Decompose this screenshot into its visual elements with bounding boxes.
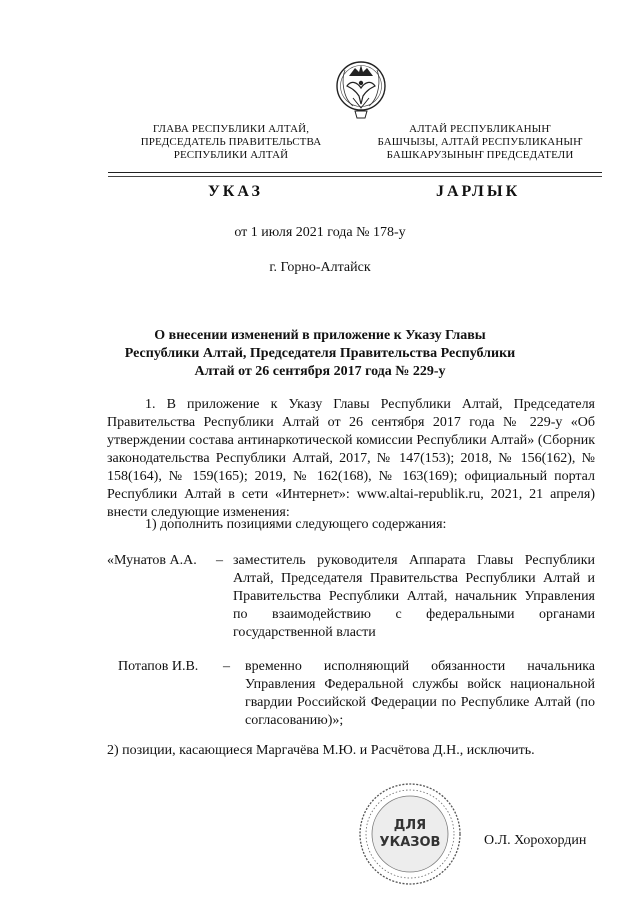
paragraph-3: 2) позиции, касающиеся Маргачёва М.Ю. и Расчётова Д.Н., исключить. xyxy=(107,743,535,758)
position-description: временно исполняющий обязанности начальника Управления Федеральной службы войск национальной гвардии Российской Федерации по Республике Алтай (по согласованию)»; xyxy=(245,659,595,728)
paragraph-2: 1) дополнить позициями следующего содержания: xyxy=(145,517,447,532)
stamp-seal-icon xyxy=(356,782,464,886)
header-right-line: БАШЧЫЗЫ, АЛТАЙ РЕСПУБЛИКАНЫҤ xyxy=(377,136,583,148)
document-date: от 1 июля 2021 года № 178-у xyxy=(234,225,406,240)
position-description: заместитель руководителя Аппарата Главы Республики Алтай, Председателя Правительства Республики Алтай и Правительства Республики Алтай, начальник Управления по взаимодействию с федеральными органами государственной власти xyxy=(233,553,595,640)
header-left-line: ПРЕДСЕДАТЕЛЬ ПРАВИТЕЛЬСТВА xyxy=(140,136,322,148)
header-left-line: ГЛАВА РЕСПУБЛИКИ АЛТАЙ, xyxy=(152,123,310,135)
position-dash: – xyxy=(223,659,230,674)
document-city: г. Горно-Алтайск xyxy=(269,260,371,275)
position-name: «Мунатов А.А. xyxy=(107,553,197,568)
header-right-line: БАШКАРУЗЫНЫҤ ПРЕДСЕДАТЕЛИ xyxy=(386,149,574,161)
header-divider-thin xyxy=(108,176,602,177)
stamp-text-line: ДЛЯ xyxy=(393,818,427,833)
coat-of-arms-emblem-icon xyxy=(335,56,387,122)
position-name: Потапов И.В. xyxy=(118,659,199,674)
position-dash: – xyxy=(216,553,223,568)
header-right-line: АЛТАЙ РЕСПУБЛИКАНЫҤ xyxy=(409,123,551,135)
header-left-line: РЕСПУБЛИКИ АЛТАЙ xyxy=(173,149,289,161)
signature-name: О.Л. Хорохордин xyxy=(484,833,587,848)
document-title-alt: ЈАРЛЫК xyxy=(436,183,521,200)
document-title-ru: УКАЗ xyxy=(208,183,263,200)
header-left-ru xyxy=(126,123,336,162)
paragraph-1: 1. В приложение к Указу Главы Республики Алтай, Председателя Правительства Республики Алтай от 26 сентября 2017 года № 229-у «Об утверждении состава антинаркотической комиссии Республики Алтай» (Сборник законодательства Республики Алтай, 2017, № 147(153); 2018, № 156(162), № 158(164), № 159(165); 2019, № 162(168), № 163(169); официальный портал Республики Алтай в сети «Интернет»: www.altai-republik.ru, 2021, 21 апреля) внести следующие изменения: xyxy=(107,397,595,520)
header-right-alt xyxy=(352,123,608,162)
header-divider-thick xyxy=(108,172,602,173)
document-subject: О внесении изменений в приложение к Указу Главы Республики Алтай, Председателя Правительства Республики Алтай от 26 сентября 2017 года № 229-у xyxy=(124,328,516,379)
stamp-text-line: УКАЗОВ xyxy=(379,835,441,850)
